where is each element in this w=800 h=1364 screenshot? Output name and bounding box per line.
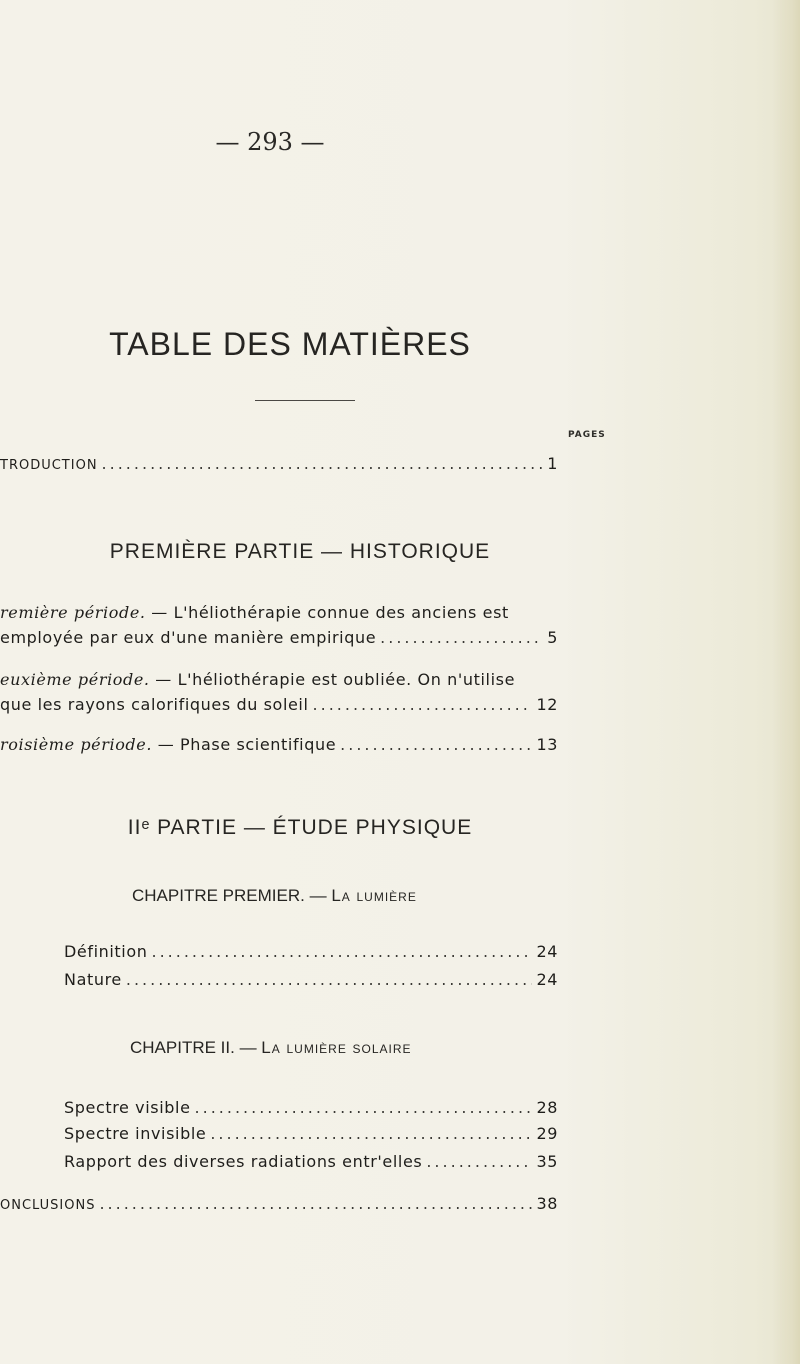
chapter-2-heading bbox=[130, 1038, 412, 1058]
entry-page: 28 bbox=[536, 1098, 558, 1117]
page-title: TABLE DES MATIÈRES bbox=[109, 326, 471, 362]
leader-dots bbox=[126, 970, 533, 989]
entry-label-italic: euxième période. bbox=[0, 670, 150, 689]
entry-label-continuation: employée par eux d'une manière empirique bbox=[0, 628, 377, 647]
chapter-prefix: CHAPITRE II. — bbox=[130, 1038, 262, 1057]
entry-label: Définition bbox=[64, 942, 148, 961]
entry-label-italic: roisième période. bbox=[0, 735, 153, 754]
entry-page: 5 bbox=[547, 628, 558, 647]
leader-dots bbox=[102, 454, 544, 473]
entry-label-rest: — L'héliothérapie est oubliée. On n'utilise bbox=[149, 670, 516, 689]
part-2-heading: IIᵉ PARTIE — ÉTUDE PHYSIQUE bbox=[127, 816, 473, 839]
toc-entry-visible-spectrum bbox=[64, 1098, 558, 1117]
toc-entry-nature bbox=[64, 970, 558, 989]
leader-dots bbox=[210, 1124, 532, 1143]
entry-label: Spectre visible bbox=[64, 1098, 191, 1117]
page-edge-shadow bbox=[772, 0, 800, 1364]
entry-label: Rapport des diverses radiations entr'elles bbox=[64, 1152, 423, 1171]
entry-label: Spectre invisible bbox=[64, 1124, 207, 1143]
leader-dots bbox=[340, 735, 532, 754]
entry-label-rest: — Phase scientifique bbox=[152, 735, 337, 754]
entry-page: 12 bbox=[536, 695, 558, 714]
entry-page: 29 bbox=[536, 1124, 558, 1143]
entry-label-italic: remière période. bbox=[0, 603, 146, 622]
toc-entry-definition bbox=[64, 942, 558, 961]
page-number: — 293 — bbox=[215, 128, 325, 156]
entry-page: 1 bbox=[547, 454, 558, 473]
chapter-1-heading bbox=[132, 886, 417, 906]
toc-entry-introduction bbox=[0, 454, 558, 473]
entry-page: 24 bbox=[536, 970, 558, 989]
toc-entry-first-period-line1 bbox=[0, 603, 509, 622]
entry-label: Nature bbox=[64, 970, 122, 989]
entry-label: TRODUCTION bbox=[0, 458, 98, 473]
entry-label-continuation: que les rayons calorifiques du soleil bbox=[0, 695, 309, 714]
leader-dots bbox=[380, 628, 543, 647]
toc-entry-third-period bbox=[0, 735, 558, 754]
toc-entry-conclusions bbox=[0, 1194, 558, 1213]
leader-dots bbox=[313, 695, 533, 714]
toc-entry-radiations-ratio bbox=[64, 1152, 558, 1171]
toc-entry-first-period bbox=[0, 628, 558, 647]
chapter-prefix: CHAPITRE PREMIER. — bbox=[132, 886, 332, 905]
title-divider bbox=[255, 400, 355, 401]
entry-page: 13 bbox=[536, 735, 558, 754]
chapter-name: La lumière solaire bbox=[261, 1038, 412, 1057]
toc-entry-second-period bbox=[0, 695, 558, 714]
leader-dots bbox=[195, 1098, 533, 1117]
entry-page: 35 bbox=[536, 1152, 558, 1171]
entry-page: 24 bbox=[536, 942, 558, 961]
toc-entry-invisible-spectrum bbox=[64, 1124, 558, 1143]
toc-entry-second-period-line1 bbox=[0, 670, 515, 689]
leader-dots bbox=[426, 1152, 532, 1171]
part-1-heading: PREMIÈRE PARTIE — HISTORIQUE bbox=[109, 540, 491, 563]
entry-page: 38 bbox=[536, 1194, 558, 1213]
entry-label: ONCLUSIONS bbox=[0, 1198, 96, 1213]
entry-label-rest: — L'héliothérapie connue des anciens est bbox=[145, 603, 509, 622]
chapter-name: La lumière bbox=[331, 886, 417, 905]
leader-dots bbox=[151, 942, 532, 961]
pages-column-label: PAGES bbox=[568, 430, 606, 440]
leader-dots bbox=[99, 1194, 532, 1213]
